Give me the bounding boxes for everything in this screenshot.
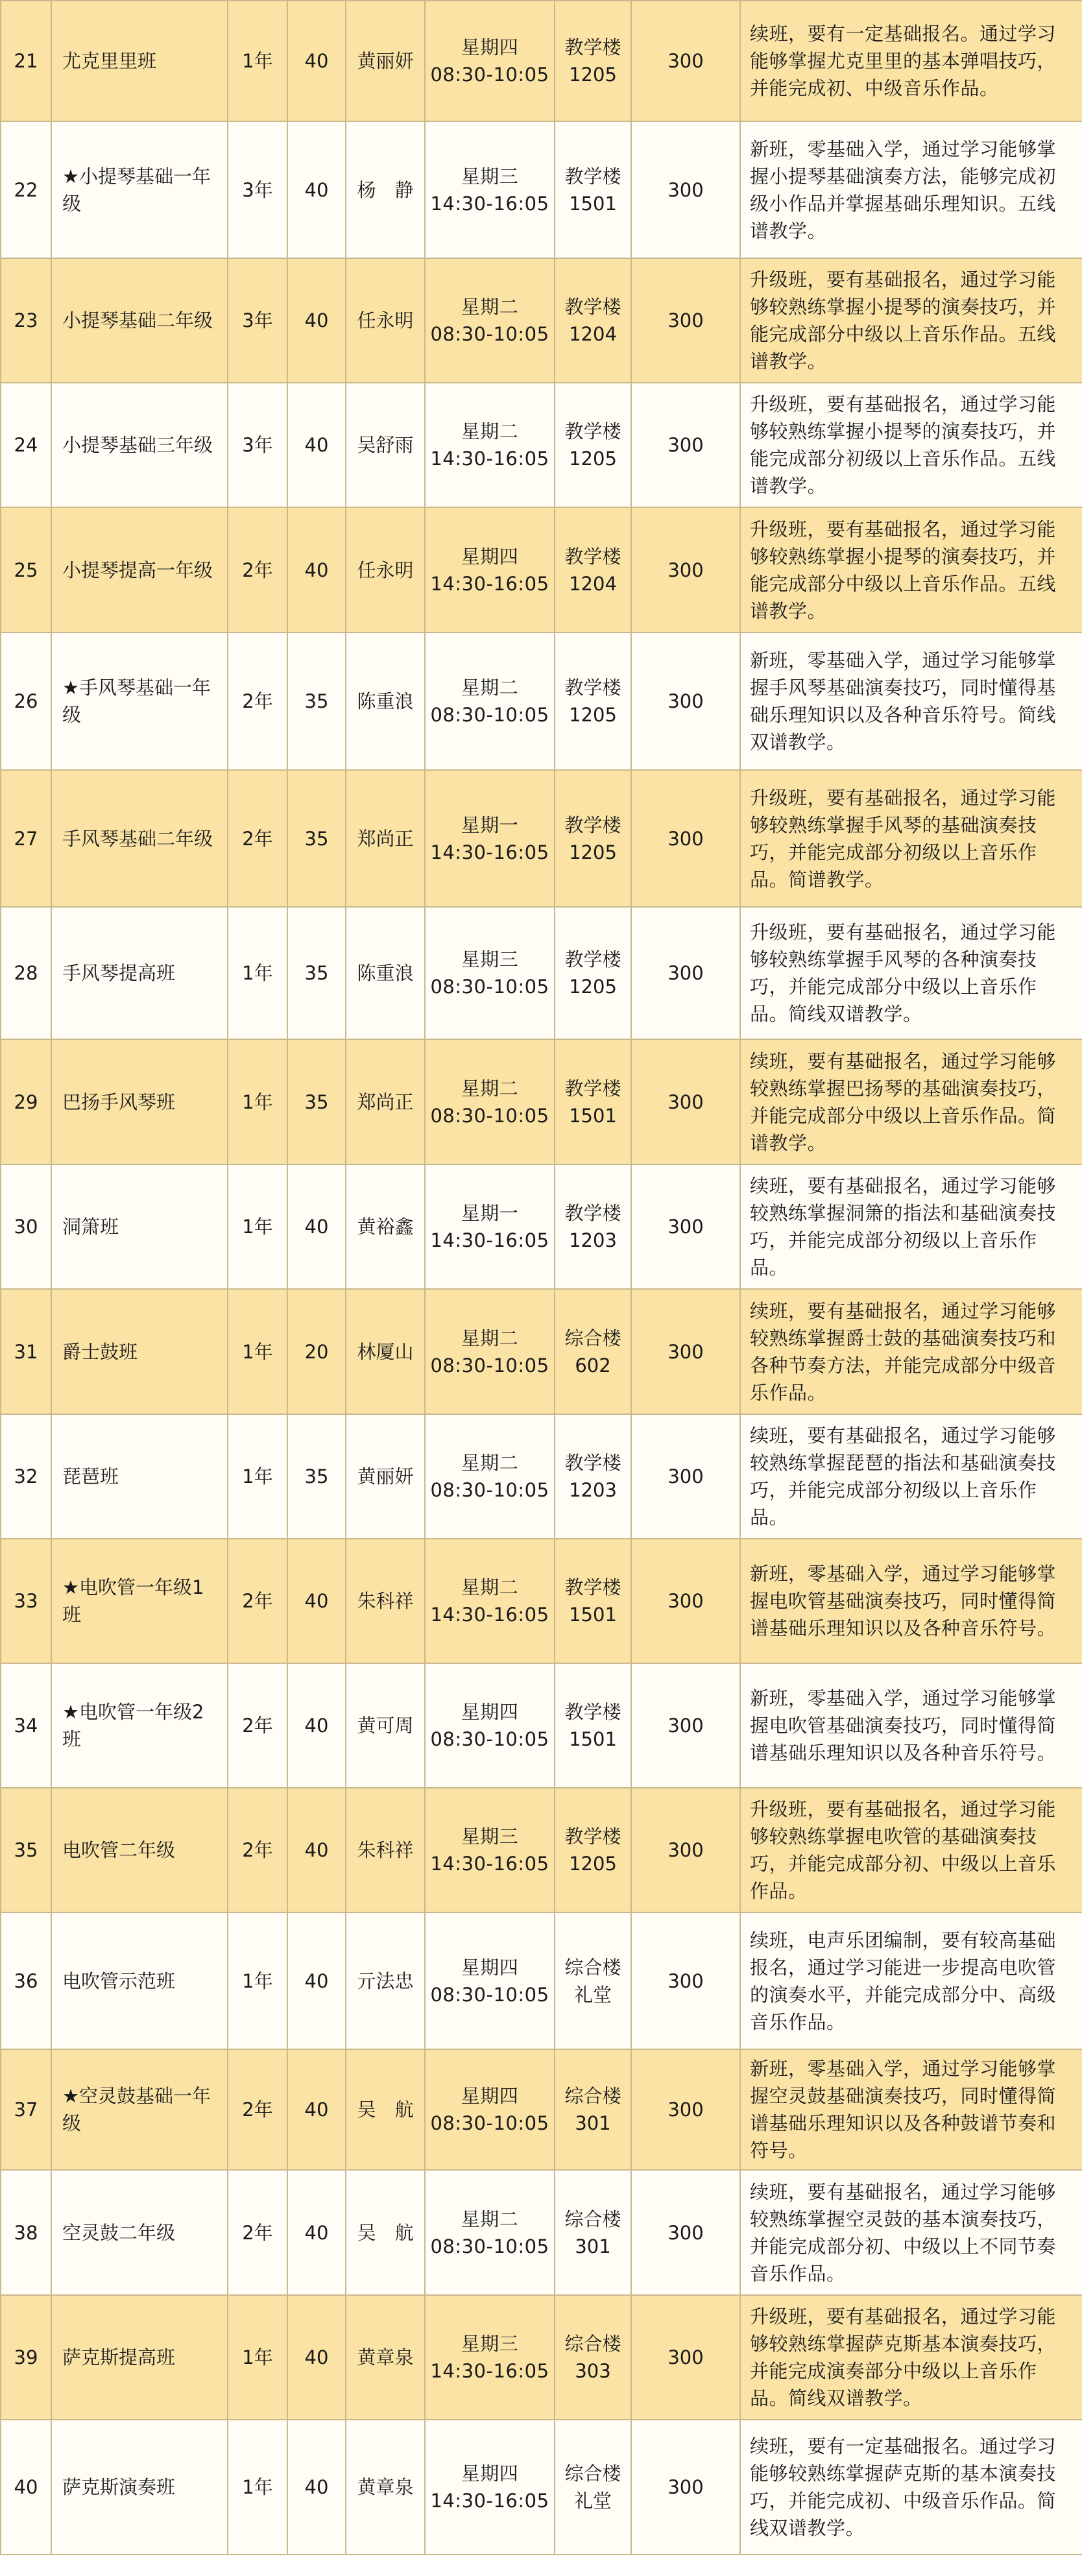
course-years: 1年 <box>228 1039 287 1164</box>
class-day: 星期二 <box>461 296 519 318</box>
teacher-name: 陈重浪 <box>346 632 425 770</box>
class-schedule <box>425 1039 555 1164</box>
class-room: 602 <box>575 1354 611 1377</box>
course-fee: 300 <box>631 1289 740 1414</box>
teacher-name: 郑尚正 <box>346 770 425 907</box>
class-building: 教学楼 <box>564 420 621 442</box>
course-fee: 300 <box>631 770 740 907</box>
class-building: 教学楼 <box>564 1202 621 1224</box>
class-room: 1501 <box>569 1104 617 1127</box>
course-fee: 300 <box>631 1414 740 1539</box>
course-years: 1年 <box>228 1289 287 1414</box>
course-fee: 300 <box>631 1539 740 1663</box>
table-row <box>1 1039 1082 1164</box>
table-row <box>1 1414 1082 1539</box>
teacher-name: 黄章泉 <box>346 2420 425 2555</box>
teacher-name: 黄裕鑫 <box>346 1164 425 1289</box>
course-fee: 300 <box>631 121 740 258</box>
class-room: 1205 <box>569 841 617 863</box>
row-number: 29 <box>1 1039 51 1164</box>
course-years: 1年 <box>228 1912 287 2049</box>
table-row <box>1 2420 1082 2555</box>
class-time: 14:30-16:05 <box>430 192 549 215</box>
class-time: 14:30-16:05 <box>430 1604 549 1626</box>
class-location <box>555 2420 631 2555</box>
course-fee: 300 <box>631 1788 740 1912</box>
class-time: 08:30-10:05 <box>430 64 549 86</box>
class-day: 星期二 <box>461 677 519 699</box>
class-day: 星期二 <box>461 1327 519 1349</box>
course-years: 1年 <box>228 2420 287 2555</box>
row-number: 21 <box>1 1 51 121</box>
class-schedule <box>425 1289 555 1414</box>
row-number: 24 <box>1 383 51 507</box>
course-fee: 300 <box>631 2295 740 2420</box>
class-day: 星期二 <box>461 1077 519 1100</box>
course-name: 手风琴基础二年级 <box>51 770 228 907</box>
class-schedule <box>425 507 555 632</box>
class-quota: 35 <box>287 907 346 1039</box>
class-room: 1501 <box>569 1728 617 1750</box>
class-building: 综合楼 <box>564 1956 621 1979</box>
row-number: 23 <box>1 258 51 383</box>
table-row <box>1 2170 1082 2295</box>
class-day: 星期二 <box>461 420 519 442</box>
class-building: 综合楼 <box>564 2462 621 2485</box>
class-building: 综合楼 <box>564 1327 621 1349</box>
course-description: 续班，要有基础报名，通过学习能够较熟练掌握空灵鼓的基本演奏技巧，并能完成部分初、中级以上不同节奏音乐作品。 <box>740 2170 1082 2295</box>
class-building: 教学楼 <box>564 296 621 318</box>
class-schedule <box>425 770 555 907</box>
course-name: ★小提琴基础一年级 <box>51 121 228 258</box>
row-number: 38 <box>1 2170 51 2295</box>
class-day: 星期一 <box>461 813 519 836</box>
class-quota: 40 <box>287 1 346 121</box>
class-schedule <box>425 1 555 121</box>
class-quota: 40 <box>287 121 346 258</box>
table-row <box>1 1289 1082 1414</box>
class-schedule <box>425 907 555 1039</box>
teacher-name: 黄丽妍 <box>346 1414 425 1539</box>
course-years: 2年 <box>228 1788 287 1912</box>
class-day: 星期四 <box>461 545 519 568</box>
course-description: 升级班，要有基础报名，通过学习能够较熟练掌握小提琴的演奏技巧，并能完成部分中级以上音乐作品。五线谱教学。 <box>740 507 1082 632</box>
teacher-name: 吴 航 <box>346 2049 425 2170</box>
class-building: 综合楼 <box>564 2333 621 2355</box>
class-room: 301 <box>575 2112 611 2134</box>
class-time: 08:30-10:05 <box>430 2112 549 2134</box>
class-quota: 40 <box>287 1164 346 1289</box>
class-room: 礼堂 <box>573 2490 612 2512</box>
class-time: 14:30-16:05 <box>430 448 549 470</box>
course-years: 3年 <box>228 383 287 507</box>
class-time: 14:30-16:05 <box>430 1229 549 1251</box>
teacher-name: 任永明 <box>346 507 425 632</box>
course-fee: 300 <box>631 1 740 121</box>
row-number: 22 <box>1 121 51 258</box>
row-number: 39 <box>1 2295 51 2420</box>
course-fee: 300 <box>631 1039 740 1164</box>
class-schedule <box>425 2420 555 2555</box>
class-location <box>555 2170 631 2295</box>
class-time: 08:30-10:05 <box>430 1354 549 1377</box>
class-schedule <box>425 383 555 507</box>
teacher-name: 朱科祥 <box>346 1539 425 1663</box>
course-name: ★电吹管一年级1班 <box>51 1539 228 1663</box>
course-description: 新班，零基础入学，通过学习能够掌握手风琴基础演奏技巧，同时懂得基础乐理知识以及各种音乐符号。简线双谱教学。 <box>740 632 1082 770</box>
course-name: 爵士鼓班 <box>51 1289 228 1414</box>
class-location <box>555 383 631 507</box>
class-time: 14:30-16:05 <box>430 841 549 863</box>
course-description: 新班，零基础入学，通过学习能够掌握电吹管基础演奏技巧，同时懂得简谱基础乐理知识以及各种音乐符号。 <box>740 1539 1082 1663</box>
class-schedule <box>425 1164 555 1289</box>
class-time: 08:30-10:05 <box>430 323 549 345</box>
class-day: 星期四 <box>461 1956 519 1979</box>
class-time: 08:30-10:05 <box>430 704 549 726</box>
class-building: 教学楼 <box>564 1576 621 1598</box>
row-number: 28 <box>1 907 51 1039</box>
class-room: 301 <box>575 2235 611 2257</box>
class-location <box>555 1 631 121</box>
class-schedule <box>425 1414 555 1539</box>
class-schedule <box>425 2295 555 2420</box>
class-location <box>555 121 631 258</box>
course-years: 1年 <box>228 1 287 121</box>
class-location <box>555 507 631 632</box>
class-building: 教学楼 <box>564 1701 621 1723</box>
class-building: 教学楼 <box>564 545 621 568</box>
class-quota: 40 <box>287 258 346 383</box>
class-quota: 40 <box>287 2420 346 2555</box>
course-name: 巴扬手风琴班 <box>51 1039 228 1164</box>
course-years: 2年 <box>228 770 287 907</box>
class-location <box>555 1912 631 2049</box>
class-location <box>555 1539 631 1663</box>
class-location <box>555 770 631 907</box>
teacher-name: 黄丽妍 <box>346 1 425 121</box>
course-description: 新班，零基础入学，通过学习能够掌握小提琴基础演奏方法，能够完成初级小作品并掌握基础乐理知识。五线谱教学。 <box>740 121 1082 258</box>
table-row <box>1 121 1082 258</box>
course-description: 续班，要有基础报名，通过学习能够较熟练掌握琵琶的指法和基础演奏技巧，并能完成部分初级以上音乐作品。 <box>740 1414 1082 1539</box>
class-room: 1501 <box>569 1604 617 1626</box>
class-location <box>555 1289 631 1414</box>
course-description: 升级班，要有基础报名，通过学习能够较熟练掌握手风琴的各种演奏技巧，并能完成部分中级以上音乐作品。简线双谱教学。 <box>740 907 1082 1039</box>
class-room: 1204 <box>569 572 617 595</box>
class-day: 星期三 <box>461 2333 519 2355</box>
class-room: 1205 <box>569 704 617 726</box>
class-schedule <box>425 2170 555 2295</box>
class-day: 星期二 <box>461 1452 519 1474</box>
teacher-name: 林厦山 <box>346 1289 425 1414</box>
class-location <box>555 2049 631 2170</box>
class-day: 星期三 <box>461 948 519 970</box>
row-number: 27 <box>1 770 51 907</box>
course-years: 1年 <box>228 907 287 1039</box>
row-number: 32 <box>1 1414 51 1539</box>
table-row <box>1 1788 1082 1912</box>
course-name: 手风琴提高班 <box>51 907 228 1039</box>
course-description: 升级班，要有基础报名，通过学习能够较熟练掌握小提琴的演奏技巧，并能完成部分初级以上音乐作品。五线谱教学。 <box>740 383 1082 507</box>
course-years: 2年 <box>228 1539 287 1663</box>
row-number: 37 <box>1 2049 51 2170</box>
course-description: 续班，要有基础报名，通过学习能够较熟练掌握巴扬琴的基础演奏技巧，并能完成部分中级以上音乐作品。简谱教学。 <box>740 1039 1082 1164</box>
class-quota: 40 <box>287 1788 346 1912</box>
teacher-name: 陈重浪 <box>346 907 425 1039</box>
row-number: 30 <box>1 1164 51 1289</box>
class-time: 08:30-10:05 <box>430 1479 549 1501</box>
class-day: 星期四 <box>461 36 519 58</box>
class-quota: 35 <box>287 770 346 907</box>
course-years: 3年 <box>228 258 287 383</box>
course-description: 新班，零基础入学，通过学习能够掌握电吹管基础演奏技巧，同时懂得简谱基础乐理知识以及各种音乐符号。 <box>740 1663 1082 1788</box>
row-number: 35 <box>1 1788 51 1912</box>
course-fee: 300 <box>631 907 740 1039</box>
class-day: 星期二 <box>461 2208 519 2230</box>
class-quota: 40 <box>287 1539 346 1663</box>
course-description: 续班，要有一定基础报名。通过学习能够掌握尤克里里的基本弹唱技巧，并能完成初、中级音乐作品。 <box>740 1 1082 121</box>
course-description: 续班，要有基础报名，通过学习能够较熟练掌握爵士鼓的基础演奏技巧和各种节奏方法，并能完成部分中级音乐作品。 <box>740 1289 1082 1414</box>
class-schedule <box>425 1539 555 1663</box>
table-row <box>1 383 1082 507</box>
course-fee: 300 <box>631 2049 740 2170</box>
teacher-name: 任永明 <box>346 258 425 383</box>
class-quota: 40 <box>287 1912 346 2049</box>
table-row <box>1 1912 1082 2049</box>
teacher-name: 亓法忠 <box>346 1912 425 2049</box>
class-schedule <box>425 1663 555 1788</box>
class-building: 教学楼 <box>564 677 621 699</box>
class-quota: 40 <box>287 507 346 632</box>
course-fee: 300 <box>631 1663 740 1788</box>
course-description: 续班，要有基础报名，通过学习能够较熟练掌握洞箫的指法和基础演奏技巧，并能完成部分初级以上音乐作品。 <box>740 1164 1082 1289</box>
course-name: 琵琶班 <box>51 1414 228 1539</box>
course-name: ★空灵鼓基础一年级 <box>51 2049 228 2170</box>
class-location <box>555 258 631 383</box>
class-day: 星期四 <box>461 2462 519 2485</box>
table-row <box>1 907 1082 1039</box>
class-day: 星期三 <box>461 1825 519 1848</box>
class-schedule <box>425 1788 555 1912</box>
class-building: 教学楼 <box>564 1825 621 1848</box>
teacher-name: 吴 航 <box>346 2170 425 2295</box>
course-name: 电吹管示范班 <box>51 1912 228 2049</box>
table-row <box>1 1 1082 121</box>
class-building: 教学楼 <box>564 36 621 58</box>
class-schedule <box>425 121 555 258</box>
class-location <box>555 1663 631 1788</box>
class-room: 1205 <box>569 64 617 86</box>
class-room: 1501 <box>569 192 617 215</box>
row-number: 33 <box>1 1539 51 1663</box>
course-name: 空灵鼓二年级 <box>51 2170 228 2295</box>
course-name: 萨克斯提高班 <box>51 2295 228 2420</box>
course-description: 升级班，要有基础报名，通过学习能够较熟练掌握电吹管的基础演奏技巧，并能完成部分初、中级以上音乐作品。 <box>740 1788 1082 1912</box>
table-row <box>1 1539 1082 1663</box>
row-number: 25 <box>1 507 51 632</box>
class-quota: 35 <box>287 632 346 770</box>
course-name: 萨克斯演奏班 <box>51 2420 228 2555</box>
class-day: 星期四 <box>461 1701 519 1723</box>
course-fee: 300 <box>631 1164 740 1289</box>
class-building: 教学楼 <box>564 165 621 187</box>
course-years: 2年 <box>228 1663 287 1788</box>
course-name: 小提琴基础三年级 <box>51 383 228 507</box>
class-location <box>555 907 631 1039</box>
class-schedule <box>425 632 555 770</box>
class-location <box>555 1164 631 1289</box>
class-day: 星期三 <box>461 165 519 187</box>
row-number: 31 <box>1 1289 51 1414</box>
class-room: 1205 <box>569 1853 617 1875</box>
class-quota: 35 <box>287 1039 346 1164</box>
class-building: 教学楼 <box>564 1077 621 1100</box>
course-name: 小提琴基础二年级 <box>51 258 228 383</box>
course-name: ★电吹管一年级2班 <box>51 1663 228 1788</box>
class-room: 1205 <box>569 448 617 470</box>
class-building: 综合楼 <box>564 2085 621 2107</box>
teacher-name: 杨 静 <box>346 121 425 258</box>
class-building: 教学楼 <box>564 813 621 836</box>
course-fee: 300 <box>631 1912 740 2049</box>
course-description: 续班，要有一定基础报名。通过学习能够较熟练掌握萨克斯的基本演奏技巧，并能完成初、中级音乐作品。简线双谱教学。 <box>740 2420 1082 2555</box>
course-name: 电吹管二年级 <box>51 1788 228 1912</box>
course-years: 2年 <box>228 2170 287 2295</box>
class-location <box>555 1039 631 1164</box>
class-quota: 40 <box>287 2295 346 2420</box>
class-quota: 40 <box>287 383 346 507</box>
course-name: ★手风琴基础一年级 <box>51 632 228 770</box>
course-description: 升级班，要有基础报名，通过学习能够较熟练掌握萨克斯基本演奏技巧，并能完成演奏部分中级以上音乐作品。简线双谱教学。 <box>740 2295 1082 2420</box>
teacher-name: 郑尚正 <box>346 1039 425 1164</box>
class-location <box>555 1414 631 1539</box>
class-time: 08:30-10:05 <box>430 1983 549 2006</box>
table-row <box>1 2295 1082 2420</box>
row-number: 36 <box>1 1912 51 2049</box>
table-row <box>1 632 1082 770</box>
class-building: 综合楼 <box>564 2208 621 2230</box>
table-row <box>1 770 1082 907</box>
course-years: 2年 <box>228 507 287 632</box>
class-time: 08:30-10:05 <box>430 2235 549 2257</box>
teacher-name: 黄章泉 <box>346 2295 425 2420</box>
row-number: 34 <box>1 1663 51 1788</box>
class-room: 1205 <box>569 976 617 998</box>
class-room: 303 <box>575 2360 611 2382</box>
class-building: 教学楼 <box>564 948 621 970</box>
class-building: 教学楼 <box>564 1452 621 1474</box>
course-fee: 300 <box>631 2420 740 2555</box>
class-quota: 20 <box>287 1289 346 1414</box>
course-fee: 300 <box>631 258 740 383</box>
class-schedule <box>425 1912 555 2049</box>
class-day: 星期一 <box>461 1202 519 1224</box>
teacher-name: 吴舒雨 <box>346 383 425 507</box>
table-row <box>1 507 1082 632</box>
course-name: 洞箫班 <box>51 1164 228 1289</box>
teacher-name: 黄可周 <box>346 1663 425 1788</box>
class-day: 星期四 <box>461 2085 519 2107</box>
row-number: 26 <box>1 632 51 770</box>
class-quota: 40 <box>287 2049 346 2170</box>
class-schedule <box>425 258 555 383</box>
class-time: 14:30-16:05 <box>430 572 549 595</box>
class-day: 星期二 <box>461 1576 519 1598</box>
class-location <box>555 632 631 770</box>
teacher-name: 朱科祥 <box>346 1788 425 1912</box>
class-schedule <box>425 2049 555 2170</box>
class-quota: 40 <box>287 1663 346 1788</box>
course-description: 续班，电声乐团编制，要有较高基础报名，通过学习能进一步提高电吹管的演奏水平，并能完成部分中、高级音乐作品。 <box>740 1912 1082 2049</box>
table-row <box>1 1164 1082 1289</box>
class-location <box>555 2295 631 2420</box>
course-name: 小提琴提高一年级 <box>51 507 228 632</box>
table-row <box>1 258 1082 383</box>
table-row <box>1 1663 1082 1788</box>
class-time: 08:30-10:05 <box>430 1104 549 1127</box>
class-time: 08:30-10:05 <box>430 1728 549 1750</box>
course-fee: 300 <box>631 632 740 770</box>
class-room: 礼堂 <box>573 1983 612 2006</box>
course-description: 新班，零基础入学，通过学习能够掌握空灵鼓基础演奏技巧，同时懂得简谱基础乐理知识以及各种鼓谱节奏和符号。 <box>740 2049 1082 2170</box>
course-years: 1年 <box>228 1164 287 1289</box>
course-fee: 300 <box>631 2170 740 2295</box>
class-room: 1203 <box>569 1479 617 1501</box>
class-room: 1204 <box>569 323 617 345</box>
class-time: 14:30-16:05 <box>430 2490 549 2512</box>
class-time: 08:30-10:05 <box>430 976 549 998</box>
course-years: 2年 <box>228 632 287 770</box>
course-description: 升级班，要有基础报名，通过学习能够较熟练掌握小提琴的演奏技巧，并能完成部分中级以上音乐作品。五线谱教学。 <box>740 258 1082 383</box>
course-name: 尤克里里班 <box>51 1 228 121</box>
course-fee: 300 <box>631 507 740 632</box>
class-room: 1203 <box>569 1229 617 1251</box>
table-body <box>1 1 1082 2555</box>
course-fee: 300 <box>631 383 740 507</box>
class-quota: 40 <box>287 2170 346 2295</box>
course-years: 2年 <box>228 2049 287 2170</box>
course-years: 3年 <box>228 121 287 258</box>
class-time: 14:30-16:05 <box>430 2360 549 2382</box>
course-years: 1年 <box>228 1414 287 1539</box>
row-number: 40 <box>1 2420 51 2555</box>
class-quota: 35 <box>287 1414 346 1539</box>
course-description: 升级班，要有基础报名，通过学习能够较熟练掌握手风琴的基础演奏技巧，并能完成部分初级以上音乐作品。简谱教学。 <box>740 770 1082 907</box>
class-time: 14:30-16:05 <box>430 1853 549 1875</box>
table-row <box>1 2049 1082 2170</box>
course-years: 1年 <box>228 2295 287 2420</box>
class-location <box>555 1788 631 1912</box>
